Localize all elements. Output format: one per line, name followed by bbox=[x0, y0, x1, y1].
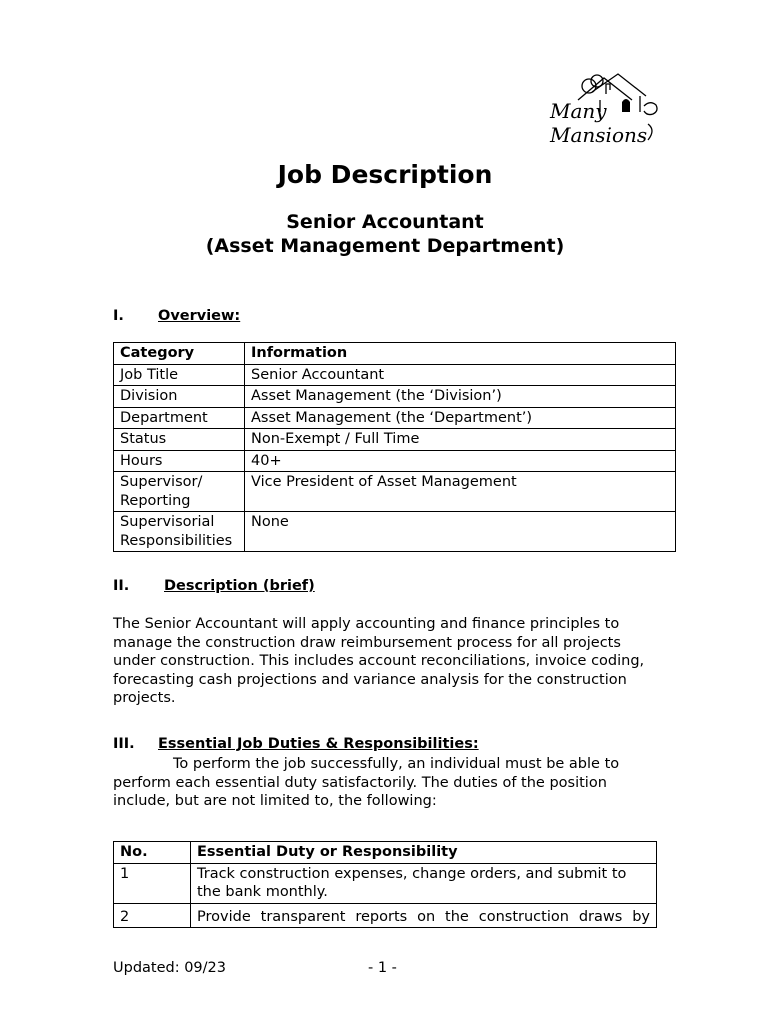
section-label: Overview: bbox=[158, 308, 241, 324]
many-mansions-logo bbox=[548, 72, 660, 150]
table-cell: 40+ bbox=[245, 450, 676, 472]
table-row bbox=[114, 863, 657, 903]
table-row bbox=[114, 407, 676, 429]
table-header-cell: No. bbox=[114, 842, 191, 864]
description-paragraph: The Senior Accountant will apply accounting and finance principles to manage the construction draw reimbursement process for all projects under construction. This includes account reconciliations, invoice coding, forecasting cash projections and variance analysis for the construction projects. bbox=[113, 616, 645, 706]
table-header-cell: Essential Duty or Responsibility bbox=[191, 842, 657, 864]
table-cell: Asset Management (the ‘Division’) bbox=[245, 386, 676, 408]
table-header-cell: Category bbox=[114, 343, 245, 365]
table-cell: Department bbox=[114, 407, 245, 429]
section-label: Description (brief) bbox=[164, 578, 315, 594]
section-label: Essential Job Duties & Responsibilities: bbox=[158, 736, 479, 752]
table-cell: Supervisorial Responsibilities bbox=[114, 512, 245, 552]
table-row bbox=[114, 386, 676, 408]
table-cell: Senior Accountant bbox=[245, 364, 676, 386]
table-row bbox=[114, 472, 676, 512]
table-cell: Status bbox=[114, 429, 245, 451]
table-header-cell: Information bbox=[245, 343, 676, 365]
duties-table bbox=[113, 841, 657, 928]
svg-text:Mansions: Mansions bbox=[550, 123, 648, 147]
table-cell: 2 bbox=[114, 903, 191, 928]
footer-updated: Updated: 09/23 bbox=[113, 960, 226, 976]
section-number: II. bbox=[113, 578, 130, 594]
page-title: Job Description bbox=[277, 160, 493, 189]
footer-page-number: - 1 - bbox=[368, 960, 397, 976]
table-row bbox=[114, 450, 676, 472]
table-cell: None bbox=[245, 512, 676, 552]
table-cell: Non-Exempt / Full Time bbox=[245, 429, 676, 451]
table-row bbox=[114, 903, 657, 928]
table-cell: Provide transparent reports on the construction draws by bbox=[191, 903, 657, 928]
table-cell: Track construction expenses, change orders, and submit to the bank monthly. bbox=[191, 863, 657, 903]
table-row bbox=[114, 429, 676, 451]
section-number: III. bbox=[113, 736, 135, 752]
table-cell: Hours bbox=[114, 450, 245, 472]
table-cell: Vice President of Asset Management bbox=[245, 472, 676, 512]
job-title-heading: Senior Accountant bbox=[286, 211, 484, 233]
table-header-row bbox=[114, 343, 676, 365]
table-cell: Division bbox=[114, 386, 245, 408]
overview-table bbox=[113, 342, 676, 552]
table-cell: 1 bbox=[114, 863, 191, 903]
duties-intro-paragraph: To perform the job successfully, an individual must be able to perform each essential duty satisfactorily. The duties of the position include, but are not limited to, the following: bbox=[113, 756, 620, 809]
table-cell: Job Title bbox=[114, 364, 245, 386]
table-cell: Supervisor/ Reporting bbox=[114, 472, 245, 512]
svg-text:Many: Many bbox=[550, 99, 607, 123]
section-number: I. bbox=[113, 308, 124, 324]
table-cell: Asset Management (the ‘Department’) bbox=[245, 407, 676, 429]
table-row bbox=[114, 364, 676, 386]
table-header-row bbox=[114, 842, 657, 864]
table-row bbox=[114, 512, 676, 552]
department-heading: (Asset Management Department) bbox=[205, 235, 565, 257]
